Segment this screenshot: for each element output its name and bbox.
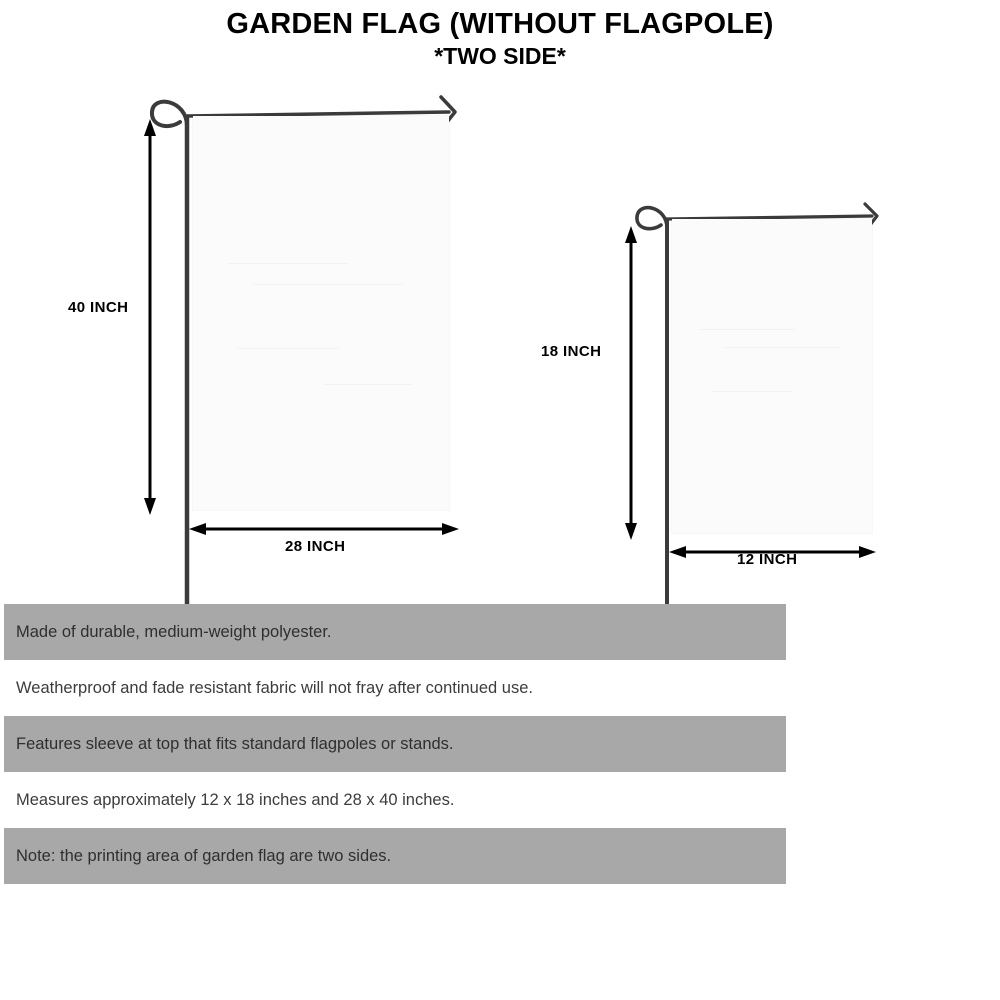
- feature-row: [4, 716, 786, 772]
- fabric-wrinkle: [253, 284, 403, 285]
- small-flag-height-label: 18 INCH: [541, 343, 602, 360]
- feature-row: [4, 828, 786, 884]
- feature-text: Features sleeve at top that fits standard flagpoles or stands.: [16, 734, 454, 753]
- small-flag-fabric: [672, 219, 872, 533]
- feature-row: [4, 604, 786, 660]
- large-flag-height-label: 40 INCH: [68, 299, 129, 316]
- feature-text: Made of durable, medium-weight polyester.: [16, 622, 332, 641]
- fabric-wrinkle: [700, 329, 795, 330]
- feature-row: [4, 772, 786, 828]
- fabric-wrinkle: [724, 347, 839, 348]
- large-flag-fabric: [193, 116, 449, 510]
- large-flag-width-dimension: [189, 523, 459, 535]
- feature-text: Measures approximately 12 x 18 inches and 28 x 40 inches.: [16, 790, 455, 809]
- feature-text: Weatherproof and fade resistant fabric will not fray after continued use.: [16, 678, 533, 697]
- feature-text: Note: the printing area of garden flag are two sides.: [16, 846, 392, 865]
- fabric-wrinkle: [323, 384, 413, 385]
- small-flag-height-dimension: [625, 226, 637, 540]
- large-flag-width-label: 28 INCH: [285, 538, 346, 555]
- feature-row: [4, 660, 786, 716]
- large-flag-height-dimension: [144, 119, 156, 515]
- small-flag-width-label: 12 INCH: [737, 551, 798, 568]
- fabric-wrinkle: [228, 263, 348, 264]
- title-main: GARDEN FLAG (WITHOUT FLAGPOLE): [226, 8, 774, 40]
- title-subtitle: *TWO SIDE*: [434, 43, 566, 70]
- feature-list: [4, 604, 786, 884]
- fabric-wrinkle: [712, 391, 792, 392]
- fabric-wrinkle: [238, 348, 338, 349]
